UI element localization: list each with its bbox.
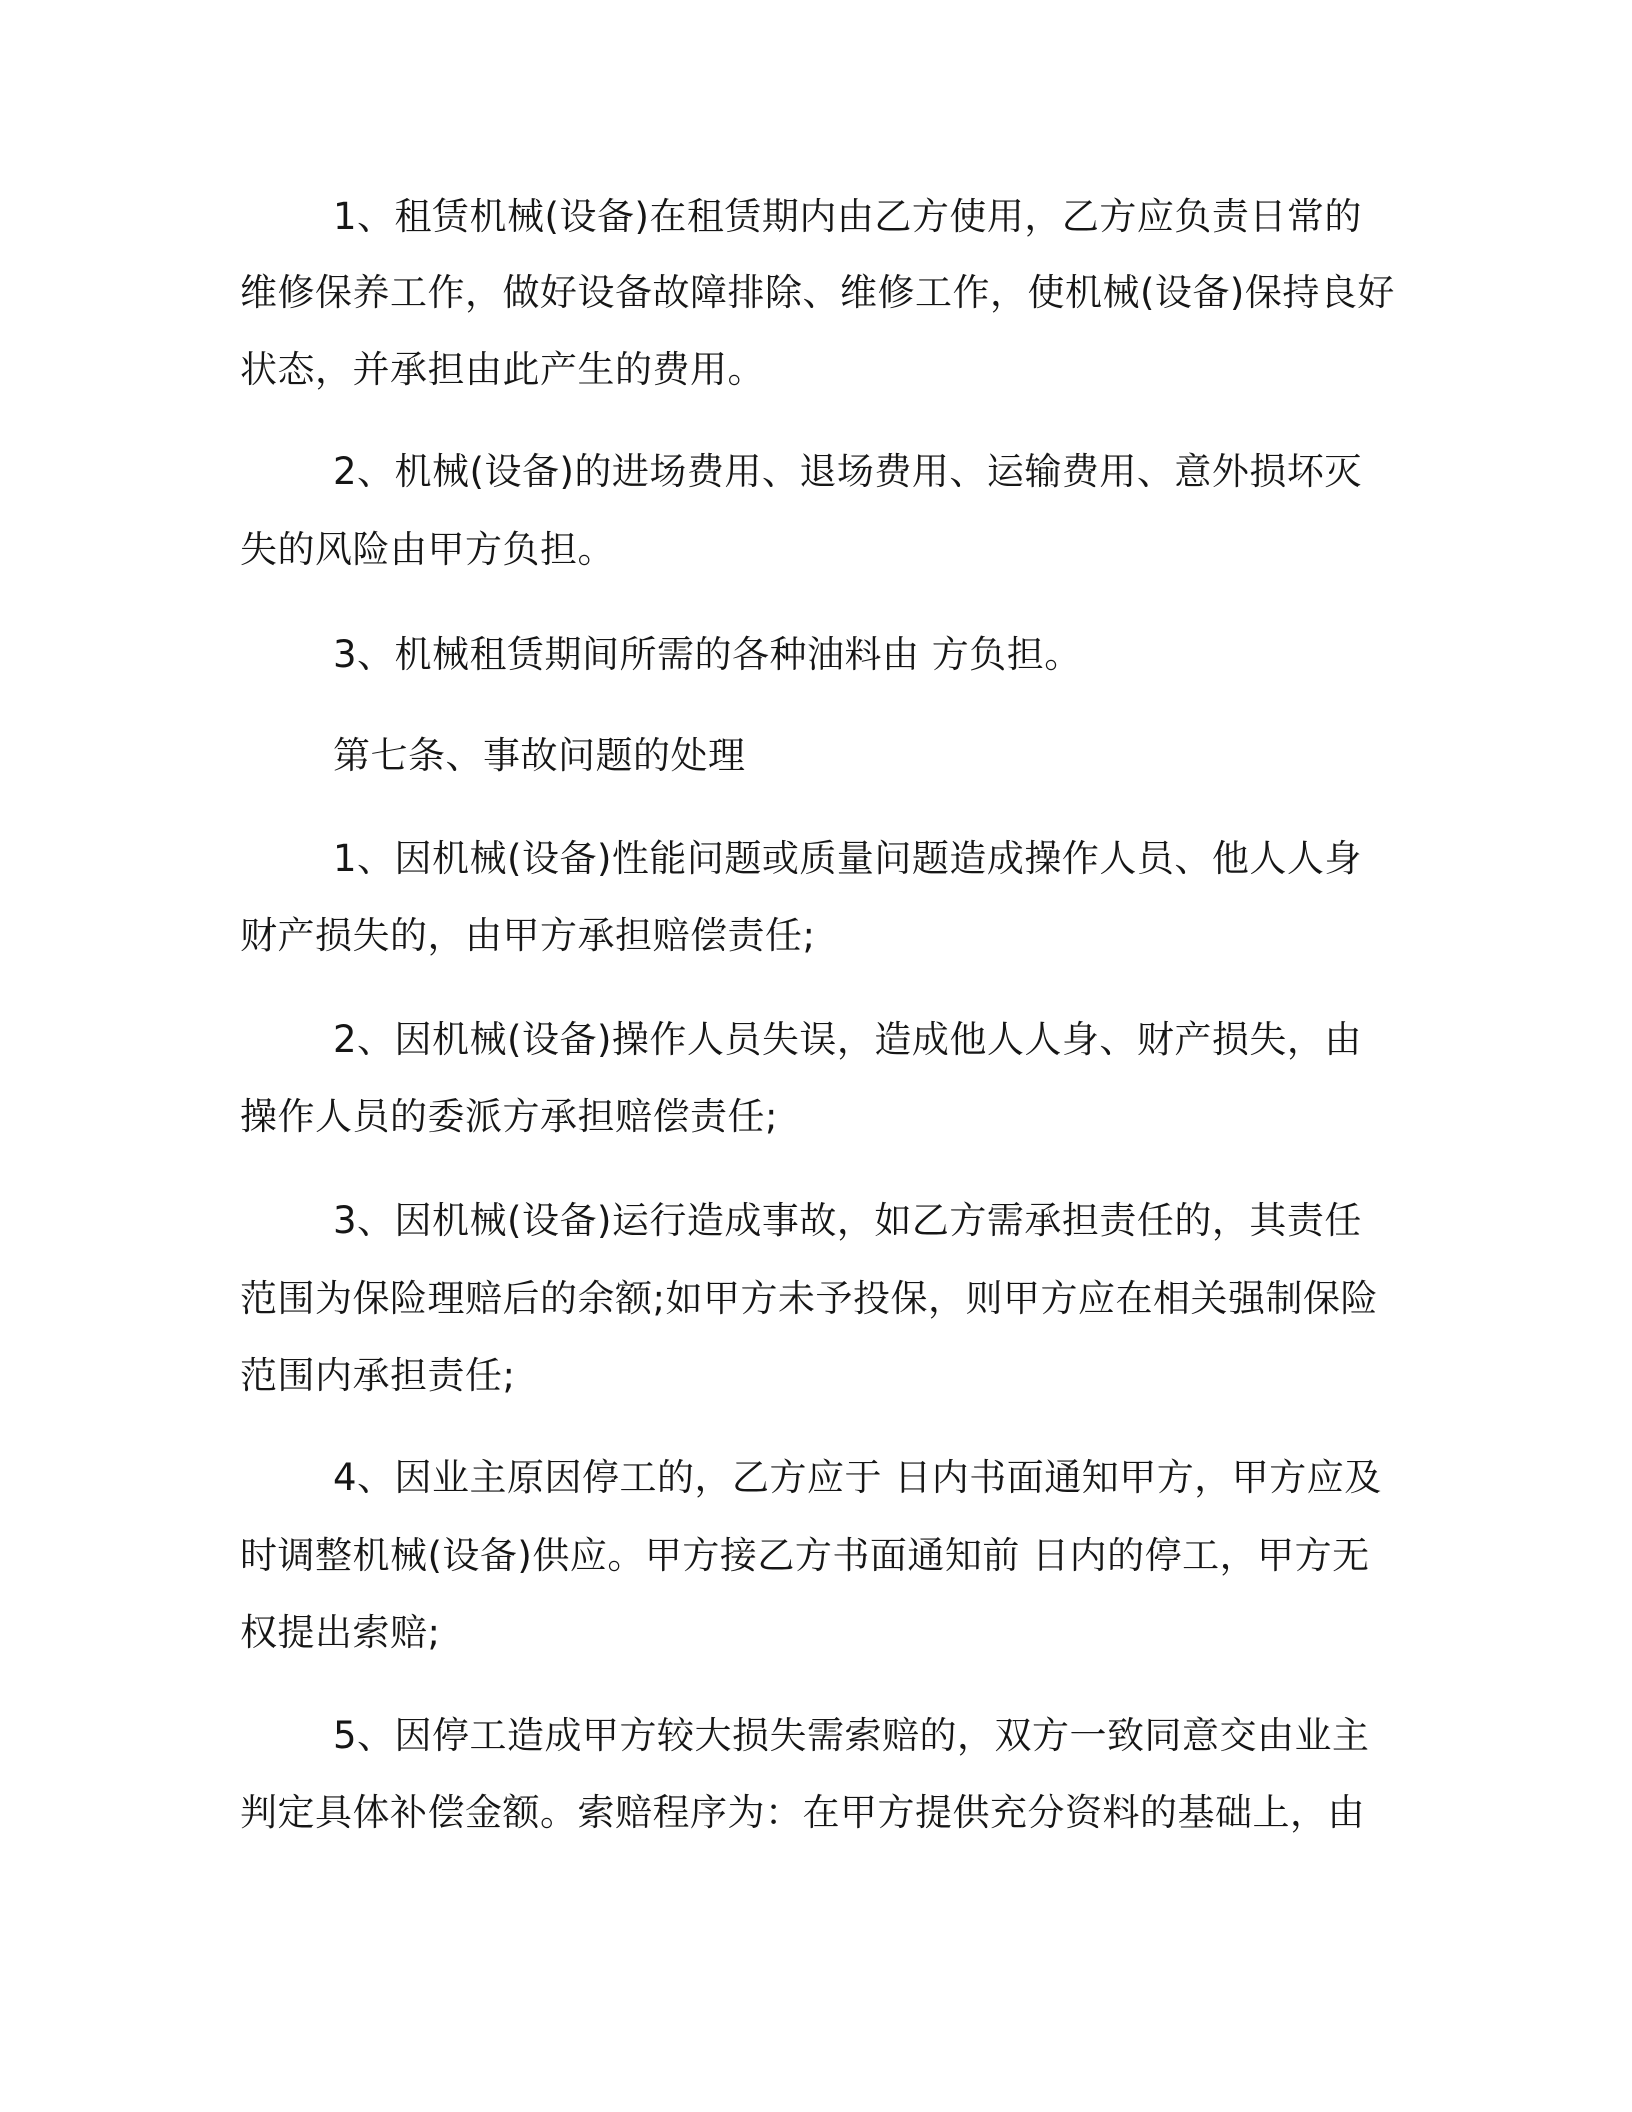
- section-heading: 第七条、事故问题的处理: [333, 734, 746, 777]
- paragraph-line: 范围为保险理赔后的余额;如甲方未予投保，则甲方应在相关强制保险: [240, 1277, 1378, 1320]
- paragraph-line: 状态，并承担由此产生的费用。: [240, 348, 765, 391]
- paragraph-line: 维修保养工作，做好设备故障排除、维修工作，使机械(设备)保持良好: [240, 271, 1395, 314]
- paragraph-line: 3、因机械(设备)运行造成事故，如乙方需承担责任的，其责任: [333, 1199, 1362, 1242]
- paragraph-line: 判定具体补偿金额。索赔程序为：在甲方提供充分资料的基础上，由: [240, 1791, 1365, 1834]
- paragraph-line: 财产损失的，由甲方承担赔偿责任;: [240, 914, 816, 957]
- paragraph-line: 2、机械(设备)的进场费用、退场费用、运输费用、意外损坏灭: [333, 450, 1362, 493]
- paragraph-line: 5、因停工造成甲方较大损失需索赔的，双方一致同意交由业主: [333, 1714, 1370, 1757]
- paragraph-line: 3、机械租赁期间所需的各种油料由 方负担。: [333, 633, 1082, 676]
- paragraph-line: 失的风险由甲方负担。: [240, 528, 615, 571]
- paragraph-line: 范围内承担责任;: [240, 1354, 516, 1397]
- paragraph-line: 1、因机械(设备)性能问题或质量问题造成操作人员、他人人身: [333, 837, 1362, 880]
- paragraph-line: 时调整机械(设备)供应。甲方接乙方书面通知前 日内的停工，甲方无: [240, 1534, 1370, 1577]
- paragraph-line: 操作人员的委派方承担赔偿责任;: [240, 1095, 778, 1138]
- paragraph-line: 4、因业主原因停工的，乙方应于 日内书面通知甲方，甲方应及: [333, 1456, 1382, 1499]
- paragraph-line: 1、租赁机械(设备)在租赁期内由乙方使用，乙方应负责日常的: [333, 195, 1362, 238]
- paragraph-line: 2、因机械(设备)操作人员失误，造成他人人身、财产损失，由: [333, 1018, 1362, 1061]
- paragraph-line: 权提出索赔;: [240, 1611, 441, 1654]
